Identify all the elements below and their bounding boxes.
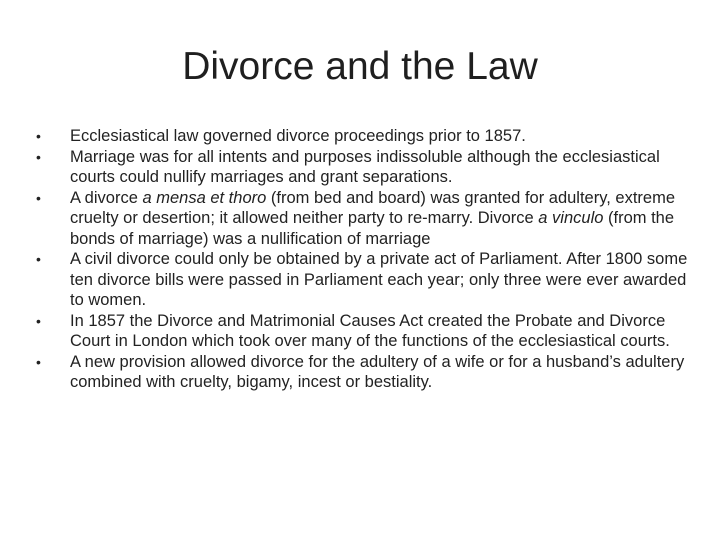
bullet-dot: • — [36, 353, 41, 370]
bullet-text — [70, 189, 675, 248]
latin-term: a vinculo — [538, 209, 604, 227]
bullet-text: A new provision allowed divorce for the adultery of a wife or for a husband’s adultery combined with cruelty, bigamy, incest or bestiality. — [70, 352, 685, 391]
bullet-dot: • — [36, 251, 41, 267]
bullet-text: Ecclesiastical law governed divorce proceedings prior to 1857. — [70, 127, 526, 145]
bullet-dot: • — [36, 128, 41, 144]
bullet-item — [36, 147, 700, 188]
bullet-text-part: (from bed and board) was granted for adultery, extreme cruelty or desertion; it allowed neither party to re-marry. Divorce — [70, 188, 676, 227]
bullet-dot: • — [36, 148, 41, 165]
bullet-item — [36, 311, 700, 352]
bullet-dot: • — [36, 189, 41, 206]
bullet-text: Marriage was for all intents and purposes indissoluble although the ecclesiastical courts could nullify marriages and grant separations. — [70, 147, 660, 186]
bullet-item — [36, 249, 700, 311]
bullet-list — [36, 126, 700, 393]
latin-term: a mensa et thoro — [142, 188, 267, 207]
bullet-text-part: A divorce — [70, 188, 143, 207]
bullet-text: In 1857 the Divorce and Matrimonial Causes Act created the Probate and Divorce Court in London which took over many of the functions of the ecclesiastical courts. — [70, 311, 670, 350]
bullet-text: A civil divorce could only be obtained by a private act of Parliament. After 1800 some ten divorce bills were passed in Parliament each year; only three were ever awarded to women. — [70, 250, 688, 309]
slide-title: Divorce and the Law — [182, 45, 538, 88]
bullet-item — [36, 352, 700, 393]
bullet-dot: • — [36, 312, 41, 329]
bullet-item — [36, 188, 700, 250]
bullet-text-part: (from the bonds of marriage) was a nullification of marriage — [70, 209, 675, 248]
bullet-item — [36, 126, 700, 147]
